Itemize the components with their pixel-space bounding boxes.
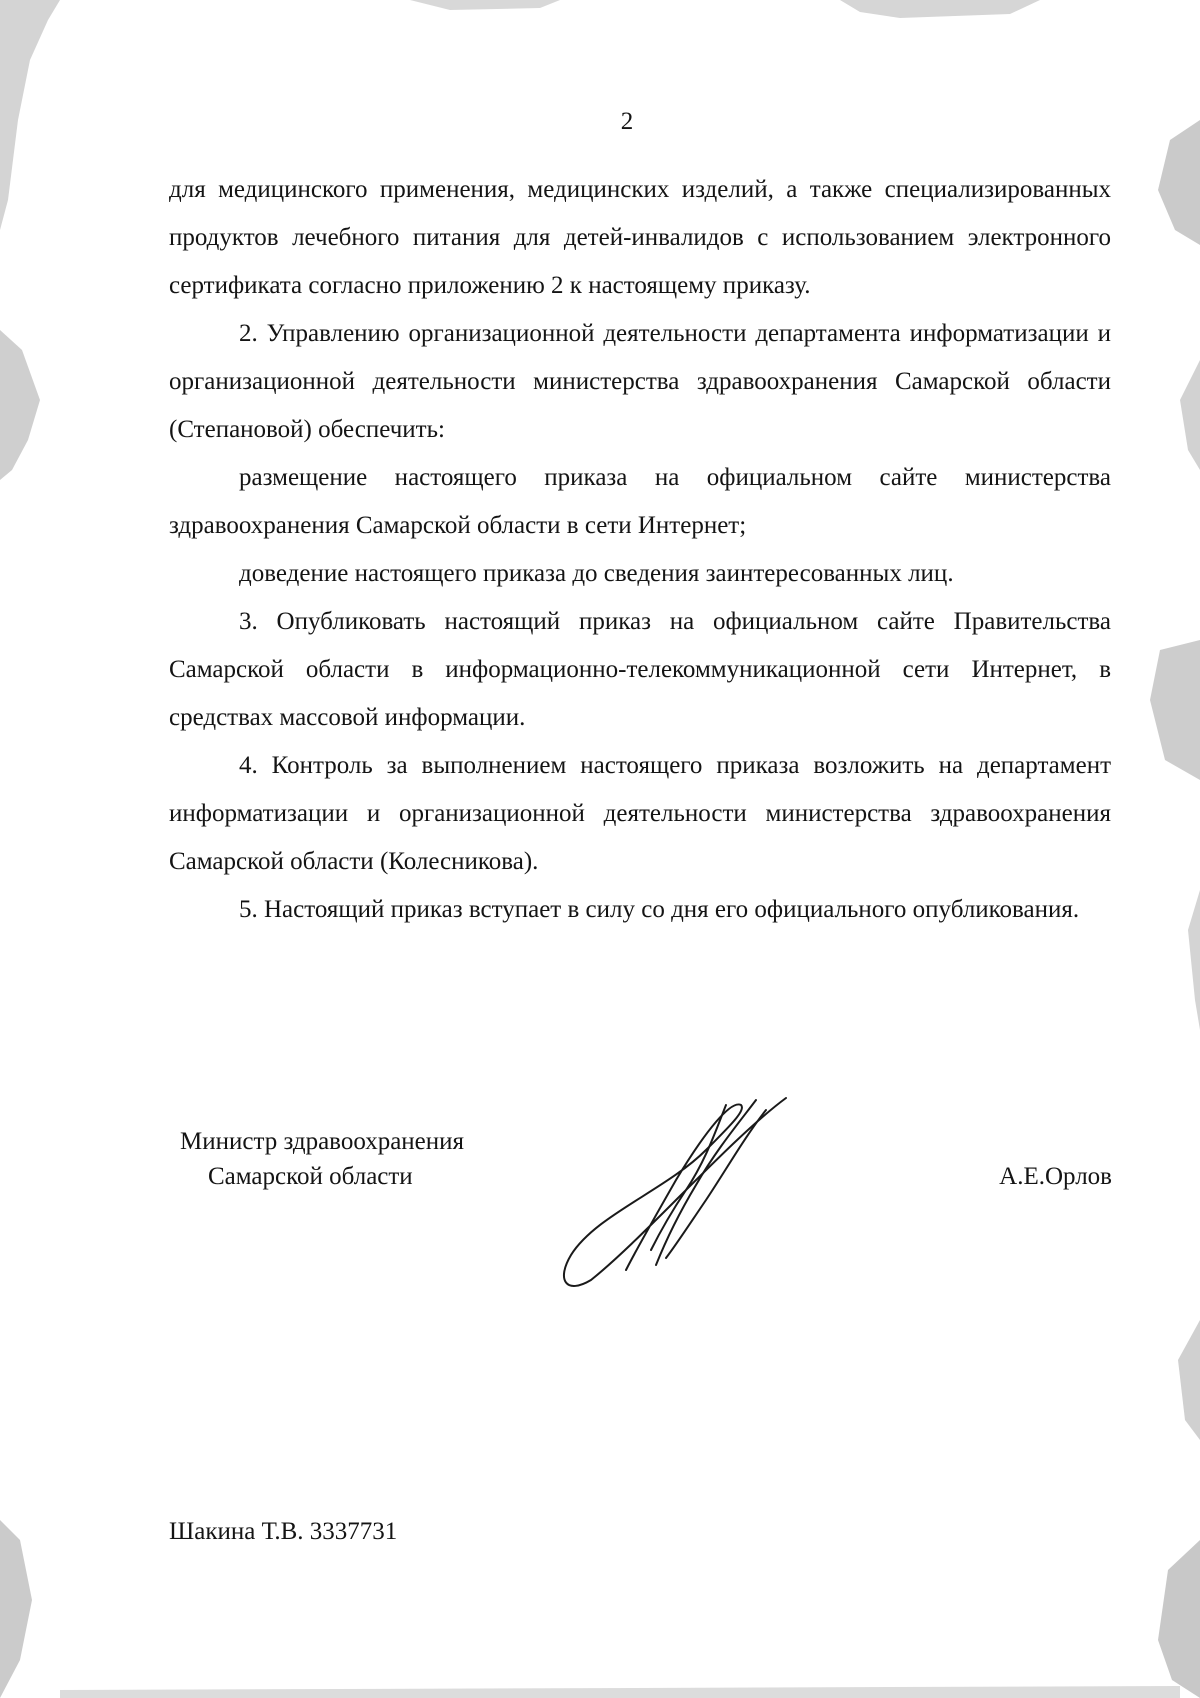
handwritten-signature [556, 1090, 796, 1290]
paragraph-subitem-notify: доведение настоящего приказа до сведения заинтересованных лиц. [239, 560, 954, 587]
signatory-name: А.Е.Орлов [999, 1163, 1112, 1190]
order-body [169, 166, 1111, 934]
paragraph-subitem-publish: размещение настоящего приказа на официальном сайте министерства здравоохранения Самарской области в сети Интернет; [169, 464, 1111, 539]
executor-contact: Шакина Т.В. 3337731 [169, 1518, 398, 1545]
page-number: 2 [620, 108, 634, 135]
signatory-position-line1: Министр здравоохранения [180, 1128, 465, 1155]
paragraph-item-4: 4. Контроль за выполнением настоящего приказа возложить на департамент информатизации и организационной деятельности министерства здравоохранения Самарской области (Колесникова). [169, 752, 1111, 875]
paragraph-item-5: 5. Настоящий приказ вступает в силу со дня его официального опубликования. [239, 896, 1080, 923]
paragraph-item-3: 3. Опубликовать настоящий приказ на официальном сайте Правительства Самарской области в информационно-телекоммуникационной сети Интернет, в средствах массовой информации. [169, 608, 1111, 731]
paragraph-continuation: для медицинского применения, медицинских изделий, а также специализированных продуктов лечебного питания для детей-инвалидов с использованием электронного сертификата согласно приложению 2 к настоящему приказу. [169, 176, 1111, 299]
paragraph-item-2: 2. Управлению организационной деятельности департамента информатизации и организационной деятельности министерства здравоохранения Самарской области (Степановой) обеспечить: [169, 320, 1111, 443]
signatory-position-line2: Самарской области [208, 1163, 413, 1190]
